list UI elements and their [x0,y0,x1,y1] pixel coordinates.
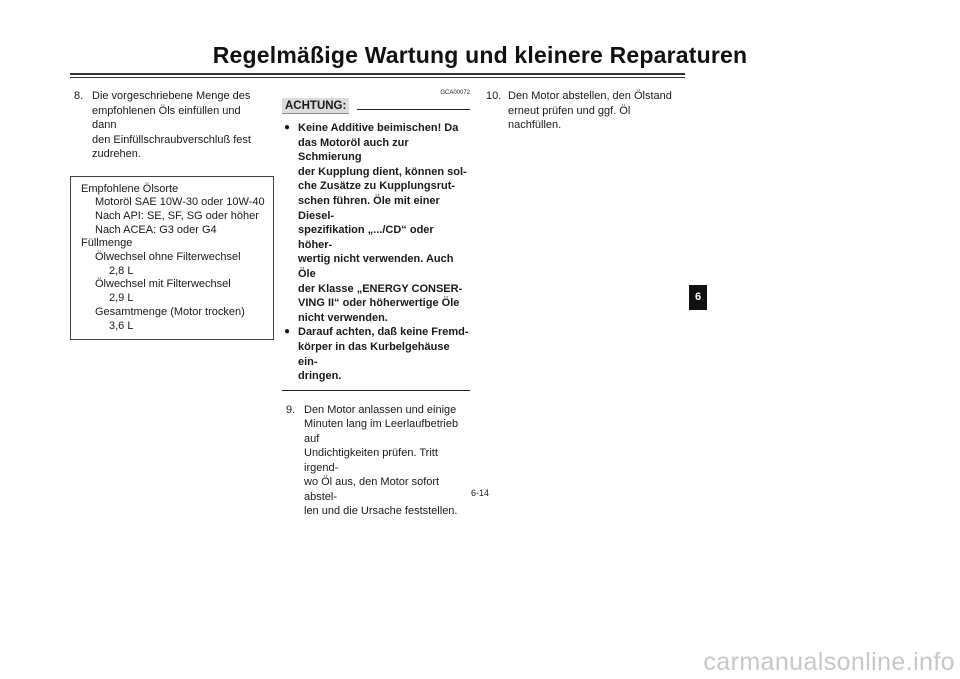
oil-spec-box [70,176,274,341]
caution-line: Keine Additive beimischen! Da [298,122,459,134]
step-line: den Einfüllschraubverschluß fest [92,133,251,146]
step-line: Minuten lang im Leerlaufbetrieb auf [304,418,459,445]
caution-code: GCA00072 [440,90,470,96]
spec-with-filter-label: Ölwechsel mit Filterwechsel [95,278,231,291]
caution-label: ACHTUNG: [282,98,349,114]
caution-end-rule [282,390,470,391]
step-line: wo Öl aus, den Motor sofort abstel- [304,476,440,503]
spec-oil-type: Motoröl SAE 10W-30 oder 10W-40 [95,196,265,209]
page-title: Regelmäßige Wartung und kleinere Reparaturen [212,42,748,68]
caution-body [282,121,470,384]
caution-line: körper in das Kurbelgehäuse ein- [298,340,450,368]
spec-without-filter-label: Ölwechsel ohne Filterwechsel [95,251,241,264]
caution-line: wertig nicht verwenden. Auch Öle [298,253,454,280]
caution-line: dringen. [298,370,342,383]
step-number: 10. [486,90,502,102]
step-line: len und die Ursache feststellen. [304,505,458,518]
title-rule-thick [70,73,685,75]
step-line: Die vorgeschriebene Menge des [92,90,251,102]
caution-line: Darauf achten, daß keine Fremd- [298,326,469,339]
caution-line: der Klasse „ENERGY CONSER- [298,282,463,295]
left-column [70,89,265,340]
caution-line: VING II“ oder höherwertige Öle [298,297,460,310]
spec-fill-heading: Füllmenge [81,237,133,250]
step-8 [70,89,265,162]
right-column [480,89,685,133]
chapter-tab: 6 [689,285,707,310]
spec-acea: Nach ACEA: G3 oder G4 [95,223,217,236]
caution-line: che Zusätze zu Kupplungsrut- [298,180,456,193]
bullet-icon: ● [284,122,291,133]
spec-total-label: Gesamtmenge (Motor trocken) [95,305,245,318]
caution-line: nicht verwenden. [298,311,388,324]
caution-line: das Motoröl auch zur Schmierung [298,136,409,164]
step-9 [282,403,470,519]
spec-with-filter-value: 2,9 L [109,292,134,305]
title-rule-thin [70,77,685,78]
caution-line: schen führen. Öle mit einer Diesel- [298,194,440,222]
step-10 [480,89,685,133]
step-line: empfohlenen Öls einfüllen und dann [92,104,241,131]
step-line: erneut prüfen und ggf. Öl nachfüllen. [508,104,631,131]
middle-column [282,89,470,519]
watermark: carmanualsonline.info [703,648,955,676]
step-line: Den Motor abstellen, den Ölstand [508,90,672,102]
step-number: 9. [286,403,296,416]
step-number: 8. [74,90,84,102]
caution-bullet-2 [282,325,470,383]
page-number: 6-14 [470,488,489,498]
step-line: Undichtigkeiten prüfen. Tritt irgend- [304,447,438,474]
caution-bullet-1 [282,121,470,325]
spec-without-filter-value: 2,8 L [109,264,134,277]
bullet-icon: ● [284,326,291,338]
spec-total-value: 3,6 L [109,319,134,332]
spec-oil-heading: Empfohlene Ölsorte [81,182,179,195]
step-line: Den Motor anlassen und einige [304,403,457,416]
caution-header-rule [357,109,470,110]
caution-line: der Kupplung dient, können sol- [298,165,467,178]
step-line: zudrehen. [92,148,141,160]
caution-line: spezifikation „.../CD“ oder höher- [298,224,434,251]
caution-header [282,98,470,114]
spec-api: Nach API: SE, SF, SG oder höher [95,209,259,222]
